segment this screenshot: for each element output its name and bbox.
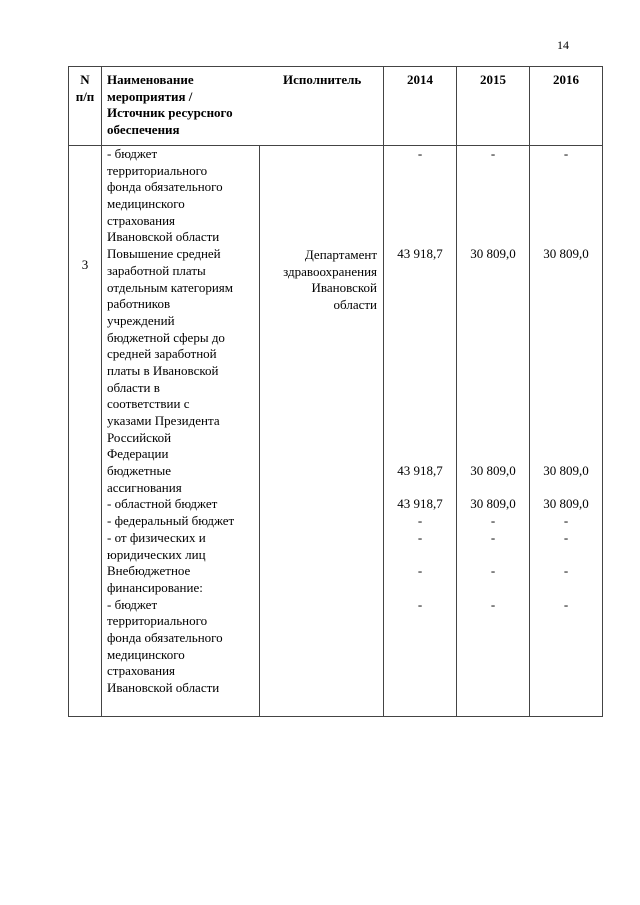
value-2016: [530, 313, 602, 330]
value-2015: [457, 263, 529, 280]
name-line: области в: [107, 379, 160, 395]
value-2016: [530, 413, 602, 430]
header-executor: Исполнитель: [283, 72, 362, 87]
value-2015: 30 809,0: [470, 246, 516, 262]
value-2014: [384, 229, 456, 246]
value-2014: -: [417, 563, 423, 579]
value-2015: [457, 446, 529, 463]
value-2015: -: [490, 529, 496, 545]
value-2016: [530, 547, 602, 564]
name-line: платы в Ивановской: [107, 362, 219, 378]
value-2015: [457, 330, 529, 347]
value-2015: [457, 580, 529, 597]
value-2014: [384, 280, 456, 297]
value-2014: [384, 313, 456, 330]
value-2015: [457, 547, 529, 564]
value-2015: [457, 396, 529, 413]
value-2016: [530, 229, 602, 246]
name-line: учреждений: [107, 312, 175, 328]
name-line: фонда обязательного: [107, 179, 223, 195]
header-number: [69, 67, 102, 146]
value-2016: -: [563, 146, 569, 161]
header-name-line: Наименование: [107, 72, 194, 87]
name-line: - бюджет: [107, 596, 158, 612]
value-2014: 43 918,7: [397, 496, 443, 512]
value-2016: [530, 163, 602, 180]
executor-line: Департамент: [304, 247, 378, 262]
executor-cell: [260, 146, 384, 717]
header-number-line: п/п: [75, 88, 95, 104]
value-2016: 30 809,0: [543, 496, 589, 512]
value-2014: [384, 547, 456, 564]
value-2016: [530, 280, 602, 297]
value-2015: 30 809,0: [470, 463, 516, 479]
name-line: соответствии с: [107, 396, 190, 412]
value-2014: [384, 396, 456, 413]
row-number: 3: [69, 146, 102, 717]
name-line: Ивановской области: [107, 680, 220, 695]
value-2016: 30 809,0: [543, 463, 589, 479]
name-line: финансирование:: [107, 579, 203, 595]
value-2014: [384, 196, 456, 213]
name-line: средней заработной: [107, 346, 217, 362]
name-line: юридических лиц: [107, 546, 206, 562]
name-line: Федерации: [107, 446, 169, 462]
table-row: [69, 146, 603, 717]
name-line: бюджетной сферы до: [107, 329, 225, 345]
name-cell: [102, 146, 260, 717]
name-line: Повышение средней: [107, 246, 221, 262]
name-line: фонда обязательного: [107, 629, 223, 645]
value-2014: -: [417, 513, 423, 529]
value-2014: [384, 413, 456, 430]
value-2015: [457, 196, 529, 213]
value-2016: [530, 396, 602, 413]
name-line: - бюджет: [107, 146, 158, 161]
value-2014: 43 918,7: [397, 246, 443, 262]
value-2014: -: [417, 529, 423, 545]
name-line: Российской: [107, 429, 172, 445]
value-2015: [457, 413, 529, 430]
value-2015: [457, 280, 529, 297]
value-2014: [384, 213, 456, 230]
value-2014: -: [417, 596, 423, 612]
name-line: территориального: [107, 613, 208, 629]
value-2016: [530, 430, 602, 447]
value-2014: [384, 346, 456, 363]
values-2016-cell: [530, 146, 603, 717]
value-2016: [530, 346, 602, 363]
name-line: Внебюджетное: [107, 563, 191, 579]
header-year-2016: 2016: [530, 67, 603, 146]
value-2014: [384, 430, 456, 447]
value-2014: [384, 263, 456, 280]
header-year-2015: 2015: [457, 67, 530, 146]
value-2015: [457, 229, 529, 246]
name-line: отдельным категориям: [107, 279, 233, 295]
value-2016: 30 809,0: [543, 246, 589, 262]
name-line: медицинского: [107, 646, 185, 662]
value-2015: [457, 346, 529, 363]
value-2016: [530, 179, 602, 196]
name-line: Ивановской области: [107, 229, 220, 245]
executor-line: области: [333, 296, 378, 312]
value-2014: [384, 163, 456, 180]
value-2016: [530, 213, 602, 230]
value-2015: -: [490, 146, 496, 161]
name-line: страхования: [107, 663, 176, 679]
name-line: страхования: [107, 212, 176, 228]
executor-line: здравоохранения: [283, 263, 378, 279]
header-name-line: Источник ресурсного: [107, 105, 233, 120]
name-line: указами Президента: [107, 413, 220, 428]
value-2015: 30 809,0: [470, 496, 516, 512]
value-2014: [384, 446, 456, 463]
value-2015: [457, 296, 529, 313]
value-2014: [384, 380, 456, 397]
value-2015: [457, 163, 529, 180]
value-2015: -: [490, 513, 496, 529]
value-2016: [530, 263, 602, 280]
value-2016: [530, 196, 602, 213]
value-2014: [384, 330, 456, 347]
name-line: - областной бюджет: [107, 496, 218, 512]
header-name-line: обеспечения: [107, 121, 180, 137]
name-line: медицинского: [107, 196, 185, 212]
budget-table: [68, 66, 603, 717]
value-2016: [530, 580, 602, 597]
value-2014: [384, 179, 456, 196]
value-2014: [384, 296, 456, 313]
executor-line: Ивановской: [311, 280, 378, 295]
value-2015: -: [490, 563, 496, 579]
value-2015: [457, 480, 529, 497]
value-2016: [530, 446, 602, 463]
value-2016: -: [563, 596, 569, 612]
value-2016: -: [563, 563, 569, 579]
name-line: ассигнования: [107, 479, 182, 495]
value-2016: -: [563, 529, 569, 545]
name-line: - от физических и: [107, 529, 206, 545]
value-2016: [530, 296, 602, 313]
value-2014: [384, 580, 456, 597]
name-line: территориального: [107, 162, 208, 178]
name-line: работников: [107, 296, 171, 312]
name-line: заработной платы: [107, 262, 206, 278]
value-2015: [457, 363, 529, 380]
header-number-line: N: [80, 72, 90, 87]
name-line: - федеральный бюджет: [107, 513, 235, 529]
value-2015: [457, 380, 529, 397]
value-2015: [457, 213, 529, 230]
header-name: [102, 67, 384, 146]
value-2016: [530, 380, 602, 397]
table-header-row: [69, 67, 603, 146]
value-2014: [384, 480, 456, 497]
value-2015: [457, 179, 529, 196]
value-2014: [384, 363, 456, 380]
values-2015-cell: [457, 146, 530, 717]
name-line: бюджетные: [107, 463, 172, 479]
value-2016: [530, 363, 602, 380]
value-2014: -: [417, 146, 423, 161]
header-year-2014: 2014: [384, 67, 457, 146]
value-2014: 43 918,7: [397, 463, 443, 479]
value-2016: -: [563, 513, 569, 529]
values-2014-cell: [384, 146, 457, 717]
page-number: 14: [557, 38, 569, 52]
value-2016: [530, 480, 602, 497]
value-2015: -: [490, 596, 496, 612]
header-name-line: мероприятия /: [107, 88, 193, 104]
value-2016: [530, 330, 602, 347]
value-2015: [457, 430, 529, 447]
value-2015: [457, 313, 529, 330]
